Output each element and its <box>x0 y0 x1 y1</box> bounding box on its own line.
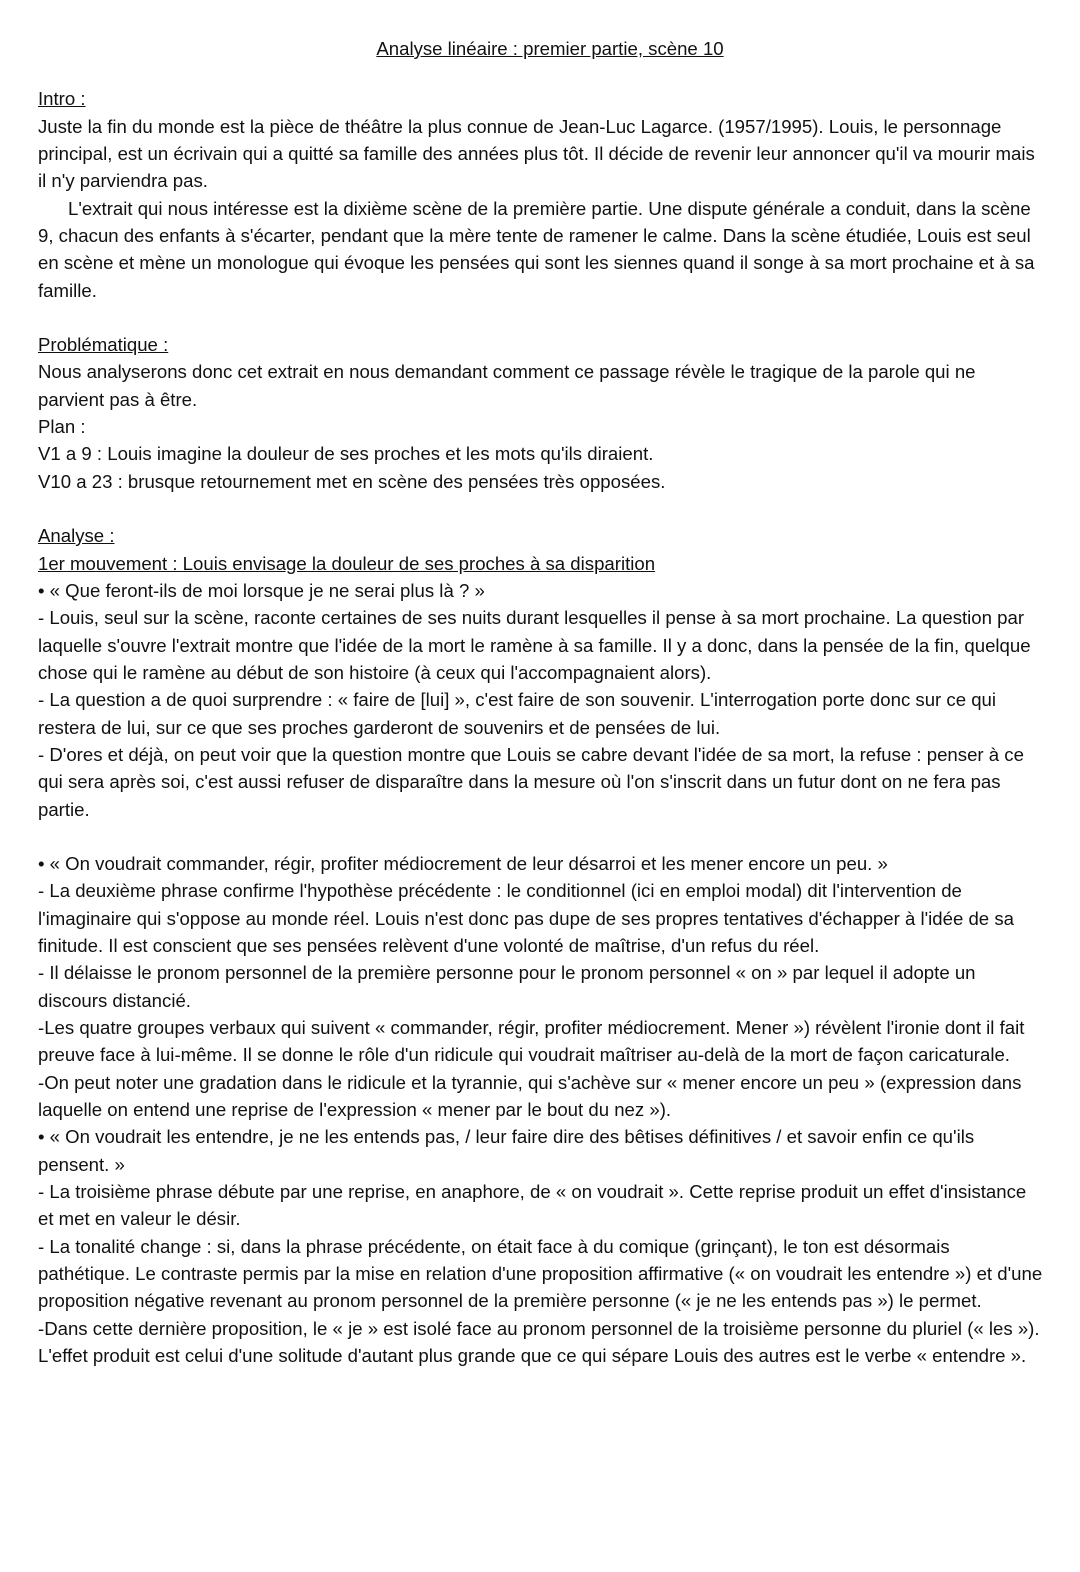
spacer <box>38 304 1046 331</box>
analysis-paragraph: - La deuxième phrase confirme l'hypothèse précédente : le conditionnel (ici en emploi modal) dit l'intervention de l'imaginaire qui s'oppose au monde réel. Louis n'est donc pas dupe de ses propres tentatives d'échapper à l'idée de sa finitude. Il est conscient que ses pensées relèvent d'une volonté de maîtrise, d'un refus du réel. <box>38 880 1014 956</box>
analysis-paragraph: - La question a de quoi surprendre : « faire de [lui] », c'est faire de son souvenir. L'interrogation porte donc sur ce qui restera de lui, sur ce que ses proches garderont de souvenirs et de pensées de lui. <box>38 689 997 738</box>
intro-paragraph-1: Juste la fin du monde est la pièce de théâtre la plus connue de Jean-Luc Lagarce. (1957/1995). Louis, le personnage principal, est un écrivain qui a quitté sa famille des années plus tôt. Il décide de revenir leur annoncer qu'il va mourir mais il n'y parviendra pas. <box>38 115 1035 192</box>
movement-1-heading: 1er mouvement : Louis envisage la douleur de ses proches à sa disparition <box>38 552 656 574</box>
analyse-section <box>38 522 1046 1369</box>
intro-heading: Intro : <box>38 88 86 110</box>
plan-item-2: V10 a 23 : brusque retournement met en scène des pensées très opposées. <box>38 470 666 492</box>
spacer <box>38 495 1046 522</box>
analysis-paragraph: - Louis, seul sur la scène, raconte certaines de ses nuits durant lesquelles il pense à sa mort prochaine. La question par laquelle s'ouvre l'extrait montre que l'idée de la mort le ramène à sa famille. Il y a donc, dans la pensée de la fin, quelque chose qui le ramène au début de son histoire (à ceux qui l'accompagnaient alors). <box>38 607 1031 683</box>
quote-1: • « Que feront-ils de moi lorsque je ne serai plus là ? » <box>38 579 485 601</box>
quote-3: • « On voudrait les entendre, je ne les entends pas, / leur faire dire des bêtises définitives / et savoir enfin ce qu'ils pensent. » <box>38 1126 975 1175</box>
problematique-text: Nous analyserons donc cet extrait en nous demandant comment ce passage révèle le tragique de la parole qui ne parvient pas à être. <box>38 361 976 410</box>
problematique-section <box>38 331 1046 495</box>
analysis-paragraph: -Dans cette dernière proposition, le « je » est isolé face au pronom personnel de la troisième personne du pluriel (« les »). L'effet produit est celui d'une solitude d'autant plus grande que ce qui sépare Louis des autres est le verbe « entendre ». <box>38 1317 1040 1367</box>
problematique-heading: Problématique : <box>38 334 169 356</box>
analysis-paragraph: - Il délaisse le pronom personnel de la première personne pour le pronom personnel « on » par lequel il adopte un discours distancié. <box>38 962 976 1011</box>
intro-paragraph-2: L'extrait qui nous intéresse est la dixième scène de la première partie. Une dispute générale a conduit, dans la scène 9, chacun des enfants à s'écarter, pendant que la mère tente de ramener le calme. Dans la scène étudiée, Louis est seul en scène et mène un monologue qui évoque les pensées qui sont les siennes quand il songe à sa mort prochaine et à sa famille. <box>38 197 1035 301</box>
analysis-paragraph: -Les quatre groupes verbaux qui suivent « commander, régir, profiter médiocrement. Mener ») révèlent l'ironie dont il fait preuve face à lui-même. Il se donne le rôle d'un ridicule qui voudrait maîtriser au-delà de la mort de façon caricaturale. <box>38 1017 1025 1066</box>
page-title: Analyse linéaire : premier partie, scène 10 <box>376 38 724 59</box>
intro-section <box>38 85 1046 304</box>
analysis-paragraph: -On peut noter une gradation dans le ridicule et la tyrannie, qui s'achève sur « mener encore un peu » (expression dans laquelle on entend une reprise de l'expression « mener par le bout du nez »). <box>38 1071 1022 1121</box>
plan-item-1: V1 a 9 : Louis imagine la douleur de ses proches et les mots qu'ils diraient. <box>38 443 654 465</box>
analysis-paragraph: - La tonalité change : si, dans la phrase précédente, on était face à du comique (grinçant), le ton est désormais pathétique. Le contraste permis par la mise en relation d'une proposition affirmative (« on voudrait les entendre ») et d'une proposition négative revenant au pronom personnel de la première personne (« je ne les entends pas ») le permet. <box>38 1235 1043 1312</box>
spacer <box>38 823 1046 850</box>
quote-2: • « On voudrait commander, régir, profiter médiocrement de leur désarroi et les mener encore un peu. » <box>38 852 888 874</box>
plan-label: Plan : <box>38 416 86 438</box>
analysis-paragraph: - La troisième phrase débute par une reprise, en anaphore, de « on voudrait ». Cette reprise produit un effet d'insistance et met en valeur le désir. <box>38 1181 1027 1230</box>
analyse-heading: Analyse : <box>38 525 115 547</box>
analysis-paragraph: - D'ores et déjà, on peut voir que la question montre que Louis se cabre devant l'idée de sa mort, la refuse : penser à ce qui sera après soi, c'est aussi refuser de disparaître dans la mesure où l'on s'inscrit dans un futur dont on ne fera pas partie. <box>38 743 1024 820</box>
